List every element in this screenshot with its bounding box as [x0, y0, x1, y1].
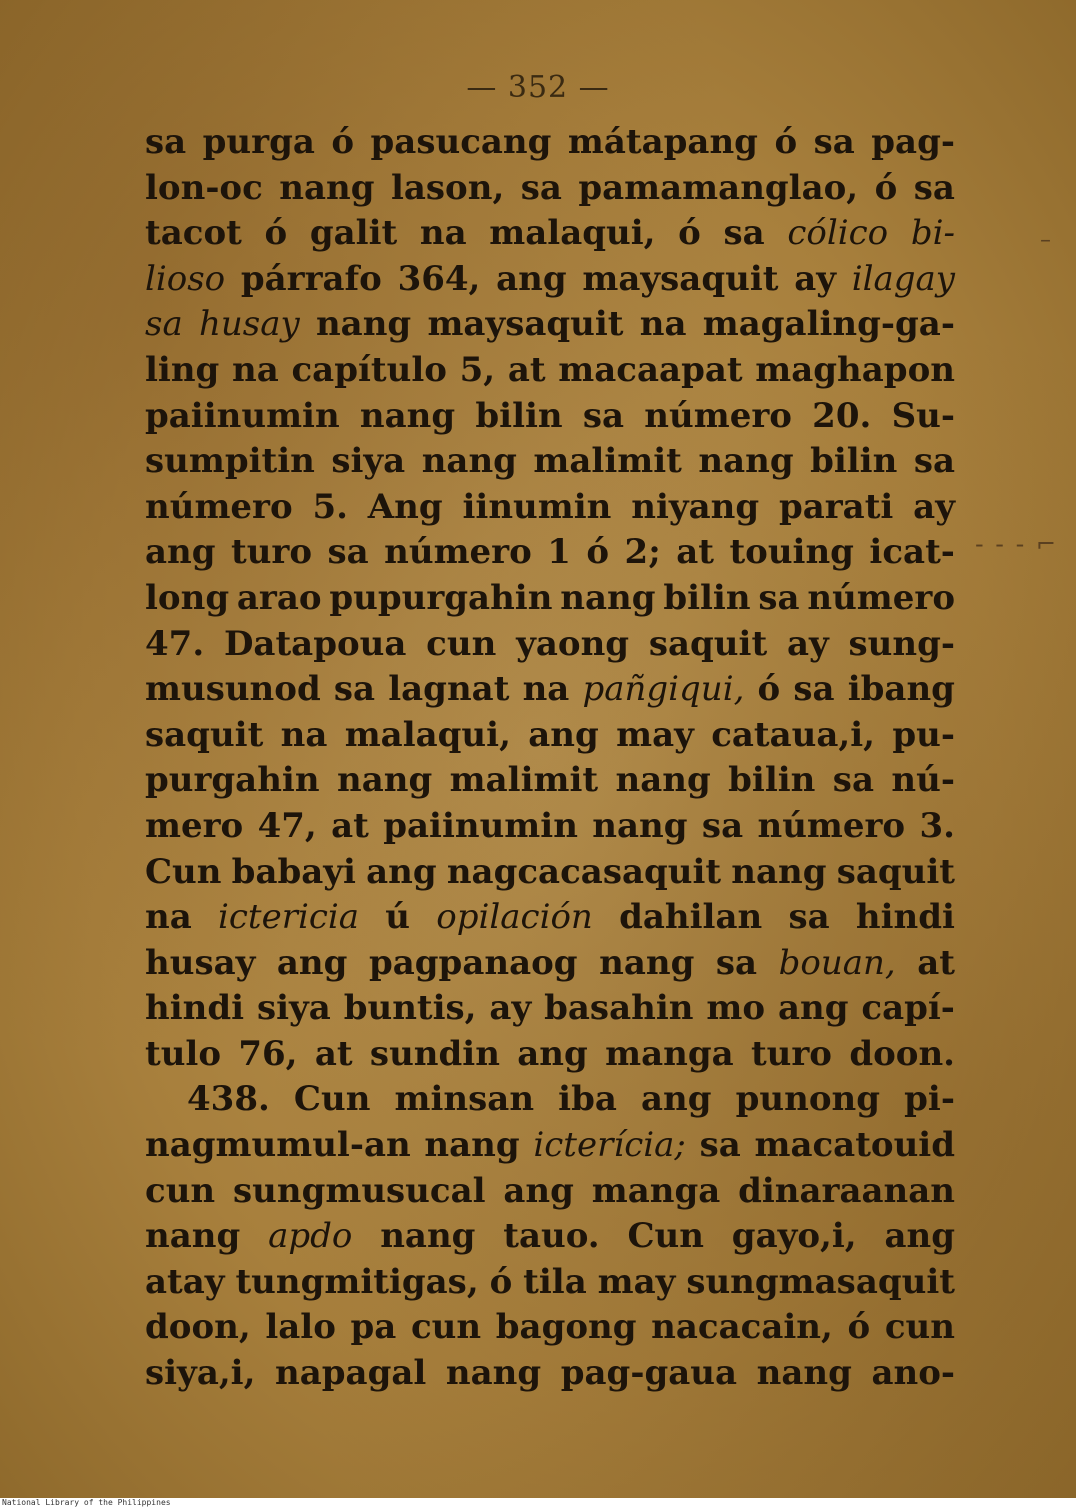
word: sa — [723, 213, 765, 254]
word: nagmumul-an — [145, 1125, 411, 1166]
word: sa — [327, 532, 369, 573]
word: sa — [788, 897, 830, 938]
word: malaqui, — [344, 714, 511, 755]
page-number: — 352 — — [466, 70, 610, 105]
footer-credit: National Library of the Philippines — [0, 1498, 1076, 1508]
word: ang — [276, 942, 348, 983]
word: manga — [605, 1033, 734, 1074]
word: nang — [279, 167, 375, 208]
word: buntis, — [343, 988, 477, 1029]
text-line — [145, 394, 955, 440]
text-line — [145, 1169, 955, 1215]
word: ang — [517, 1033, 588, 1074]
text-line — [145, 895, 955, 941]
word: icat- — [869, 532, 955, 573]
word: at — [331, 805, 369, 846]
text-line — [145, 257, 955, 303]
word: doon. — [849, 1033, 955, 1074]
word: arao — [236, 577, 322, 618]
word: sung- — [848, 623, 955, 664]
word: na — [419, 213, 467, 254]
word: manga — [591, 1170, 721, 1211]
margin-dash-mark: – — [1040, 228, 1051, 253]
word: 438. — [187, 1079, 270, 1120]
word: sa — [582, 395, 625, 436]
word: siya — [331, 441, 406, 482]
word: tacot — [145, 213, 242, 254]
text-line — [145, 120, 955, 166]
word: malaqui, — [489, 213, 656, 254]
word: número — [145, 486, 293, 527]
word: nang — [599, 942, 695, 983]
word: mátapang — [567, 122, 758, 162]
word: ang — [503, 1170, 574, 1211]
word: nang — [315, 304, 412, 345]
word: bi- — [910, 213, 955, 254]
word: nang — [336, 760, 433, 801]
text-line — [145, 804, 955, 850]
text-line — [145, 1032, 955, 1078]
word: dahilan — [619, 897, 763, 938]
word: 47. — [145, 623, 205, 664]
word: bilin — [728, 760, 816, 801]
word: pupurgahin — [329, 577, 553, 618]
word: maysaquit — [427, 304, 624, 345]
word: may — [597, 1261, 676, 1302]
word: napagal — [275, 1353, 427, 1394]
text-line — [145, 211, 955, 257]
word: cun — [145, 1170, 216, 1211]
text-line — [145, 1260, 955, 1306]
word: lon-oc — [145, 167, 263, 208]
word: magaling-ga- — [702, 304, 955, 345]
word: at — [314, 1033, 353, 1074]
word: sa — [832, 760, 874, 801]
word: Cun — [293, 1079, 371, 1120]
word: pasucang — [370, 122, 552, 162]
word: número — [384, 532, 532, 573]
word: lalo — [265, 1307, 336, 1348]
word: nang — [615, 760, 711, 801]
word: dinaraanan — [738, 1170, 955, 1211]
word: nang — [359, 395, 456, 436]
word: Su- — [891, 395, 955, 436]
word: tungmitigas, — [235, 1261, 479, 1302]
word: bilin — [810, 441, 898, 482]
word: purga — [202, 122, 315, 162]
word: número — [644, 395, 792, 436]
word: paiinumin — [383, 805, 578, 846]
word: siya — [256, 988, 331, 1029]
word: tauo. — [503, 1216, 600, 1257]
word: ú — [385, 897, 411, 938]
word: yaong — [516, 623, 630, 664]
text-line — [145, 1305, 955, 1351]
word: Cun — [145, 851, 222, 892]
word: ó — [874, 167, 898, 208]
word: ang — [366, 851, 437, 892]
word: ó — [264, 213, 288, 254]
word: punong — [735, 1079, 881, 1120]
word: ó — [489, 1261, 513, 1302]
word: hindi — [855, 897, 955, 938]
word: párrafo — [240, 258, 382, 299]
word: malimit — [533, 441, 682, 482]
text-line — [145, 622, 955, 668]
word: sa — [913, 167, 955, 208]
text-line — [145, 439, 955, 485]
word: bagong — [495, 1307, 637, 1348]
word: purgahin — [145, 760, 320, 801]
word: na — [232, 349, 279, 390]
word: may — [616, 714, 694, 755]
word: nang — [380, 1216, 476, 1257]
word: malimit — [449, 760, 599, 801]
word: saquit — [145, 714, 264, 755]
word: parati — [778, 486, 894, 527]
word: na — [145, 897, 192, 938]
word: sa — [701, 805, 744, 846]
word: doon, — [145, 1307, 251, 1348]
word: sa — [520, 167, 562, 208]
word: ay — [913, 486, 955, 527]
word: ay — [794, 258, 836, 299]
word: Datapoua — [223, 623, 407, 664]
word: sa — [813, 122, 855, 162]
word: nang — [698, 441, 794, 482]
word: at — [676, 532, 714, 573]
word: maysaquit — [582, 258, 779, 299]
word: cun — [410, 1307, 482, 1348]
word: cataua,i, — [711, 714, 875, 755]
text-line — [145, 1214, 955, 1260]
word: mo — [706, 988, 766, 1029]
word: ó — [757, 669, 781, 710]
text-line — [145, 1351, 955, 1397]
word: nú- — [891, 760, 955, 801]
word: cólico — [787, 213, 889, 254]
word: nacacain, — [651, 1307, 833, 1348]
word: pu- — [892, 714, 955, 755]
body-text — [145, 120, 955, 1397]
word: sungmusucal — [232, 1170, 486, 1211]
word: ibang — [847, 669, 955, 710]
text-line — [145, 485, 955, 531]
word: galit — [309, 213, 398, 254]
word: long — [145, 577, 230, 618]
word: tila — [523, 1261, 587, 1302]
word: sundin — [369, 1033, 500, 1074]
word: bouan, — [778, 942, 896, 983]
word: pa — [350, 1307, 397, 1348]
text-line — [145, 576, 955, 622]
text-line — [145, 667, 955, 713]
word: minsan — [394, 1079, 535, 1120]
word: iinumin — [462, 486, 612, 527]
text-line — [145, 850, 955, 896]
word: touing — [729, 532, 854, 573]
margin-pencil-stroke: - - - ⌐ — [975, 530, 1058, 558]
word: número — [757, 805, 906, 846]
word: mero — [145, 805, 244, 846]
word: ó — [678, 213, 701, 254]
word: icterícia; — [533, 1125, 686, 1166]
word: 3. — [919, 805, 955, 846]
word: gayo,i, — [731, 1216, 857, 1257]
text-line — [145, 1077, 955, 1123]
word: saquit — [836, 851, 955, 892]
word: capítulo — [291, 349, 447, 390]
word: ang — [884, 1216, 955, 1257]
word: ilagay — [851, 258, 955, 299]
word: at — [917, 942, 955, 983]
word: macatouid — [754, 1125, 955, 1166]
word: sa — [333, 669, 376, 710]
word: lason, — [390, 167, 505, 208]
word: nang — [592, 805, 688, 846]
word: capí- — [861, 988, 955, 1029]
word: opilación — [436, 897, 593, 938]
word: hindi — [145, 988, 245, 1029]
word: nang — [731, 851, 827, 892]
word: iba — [558, 1079, 617, 1120]
word: paiinumin — [145, 395, 340, 436]
word: ó — [586, 532, 610, 573]
word: ang — [777, 988, 849, 1029]
word: turo — [750, 1033, 832, 1074]
word: ang — [496, 258, 567, 299]
word: 5, — [459, 349, 496, 390]
word: Ang — [367, 486, 443, 527]
text-line — [145, 986, 955, 1032]
word: 1 — [547, 532, 571, 573]
word: na — [522, 669, 570, 710]
word: pagpanaog — [368, 942, 578, 983]
word: basahin — [544, 988, 694, 1029]
word: ó — [774, 122, 798, 162]
text-line — [145, 530, 955, 576]
word: nang — [421, 441, 517, 482]
word: sa — [145, 304, 183, 345]
word: 5. — [312, 486, 348, 527]
text-line — [145, 348, 955, 394]
word: pañgiqui, — [582, 669, 745, 710]
word: ang — [145, 532, 216, 573]
word: apdo — [268, 1216, 353, 1257]
word: saquit — [648, 623, 768, 664]
word: na — [280, 714, 328, 755]
word: ay — [489, 988, 532, 1029]
word: ictericia — [218, 897, 360, 938]
word: pag- — [871, 122, 955, 162]
word: nang — [756, 1353, 852, 1394]
word: at — [507, 349, 546, 390]
word: bilin — [663, 577, 751, 618]
word: 20. — [812, 395, 872, 436]
word: babayi — [231, 851, 356, 892]
text-line — [145, 941, 955, 987]
word: sa — [793, 669, 835, 710]
word: pag-gaua — [560, 1353, 737, 1394]
word: nang — [445, 1353, 542, 1394]
word: na — [639, 304, 687, 345]
word: niyang — [631, 486, 760, 527]
word: ano- — [871, 1353, 955, 1394]
text-line — [145, 166, 955, 212]
word: sa — [699, 1125, 741, 1166]
word: tulo — [145, 1033, 222, 1074]
word: ang — [641, 1079, 712, 1120]
word: sa — [913, 441, 955, 482]
word: turo — [231, 532, 313, 573]
word: ó — [331, 122, 355, 162]
word: cun — [426, 623, 497, 664]
word: sa — [145, 122, 187, 162]
word: 2; — [624, 532, 661, 573]
word: nang — [560, 577, 656, 618]
word: nang — [424, 1125, 520, 1166]
word: musunod — [145, 669, 321, 710]
word: nang — [145, 1216, 241, 1257]
word: Cun — [627, 1216, 704, 1257]
word: husay — [145, 942, 256, 983]
word: ó — [847, 1307, 871, 1348]
word: lioso — [145, 258, 226, 299]
word: siya,i, — [145, 1353, 256, 1394]
word: ay — [786, 623, 829, 664]
word: maghapon — [755, 349, 955, 390]
word: sa — [715, 942, 758, 983]
word: ling — [145, 349, 220, 390]
word: sungmasaquit — [686, 1261, 955, 1302]
word: macaapat — [558, 349, 743, 390]
word: pamamanglao, — [578, 167, 859, 208]
text-line — [145, 713, 955, 759]
word: bilin — [475, 395, 563, 436]
word: 47, — [257, 805, 317, 846]
text-line — [145, 1123, 955, 1169]
word: pi- — [904, 1079, 955, 1120]
word: 76, — [238, 1033, 298, 1074]
word: 364, — [397, 258, 481, 299]
word: cun — [884, 1307, 955, 1348]
word: número — [807, 577, 955, 618]
text-line — [145, 302, 955, 348]
text-line — [145, 758, 955, 804]
word: ang — [528, 714, 599, 755]
word: lagnat — [388, 669, 510, 710]
word: atay — [145, 1261, 225, 1302]
word: husay — [198, 304, 300, 345]
word: sumpitin — [145, 441, 315, 482]
word: nagcacasaquit — [446, 851, 722, 892]
word: sa — [758, 577, 800, 618]
